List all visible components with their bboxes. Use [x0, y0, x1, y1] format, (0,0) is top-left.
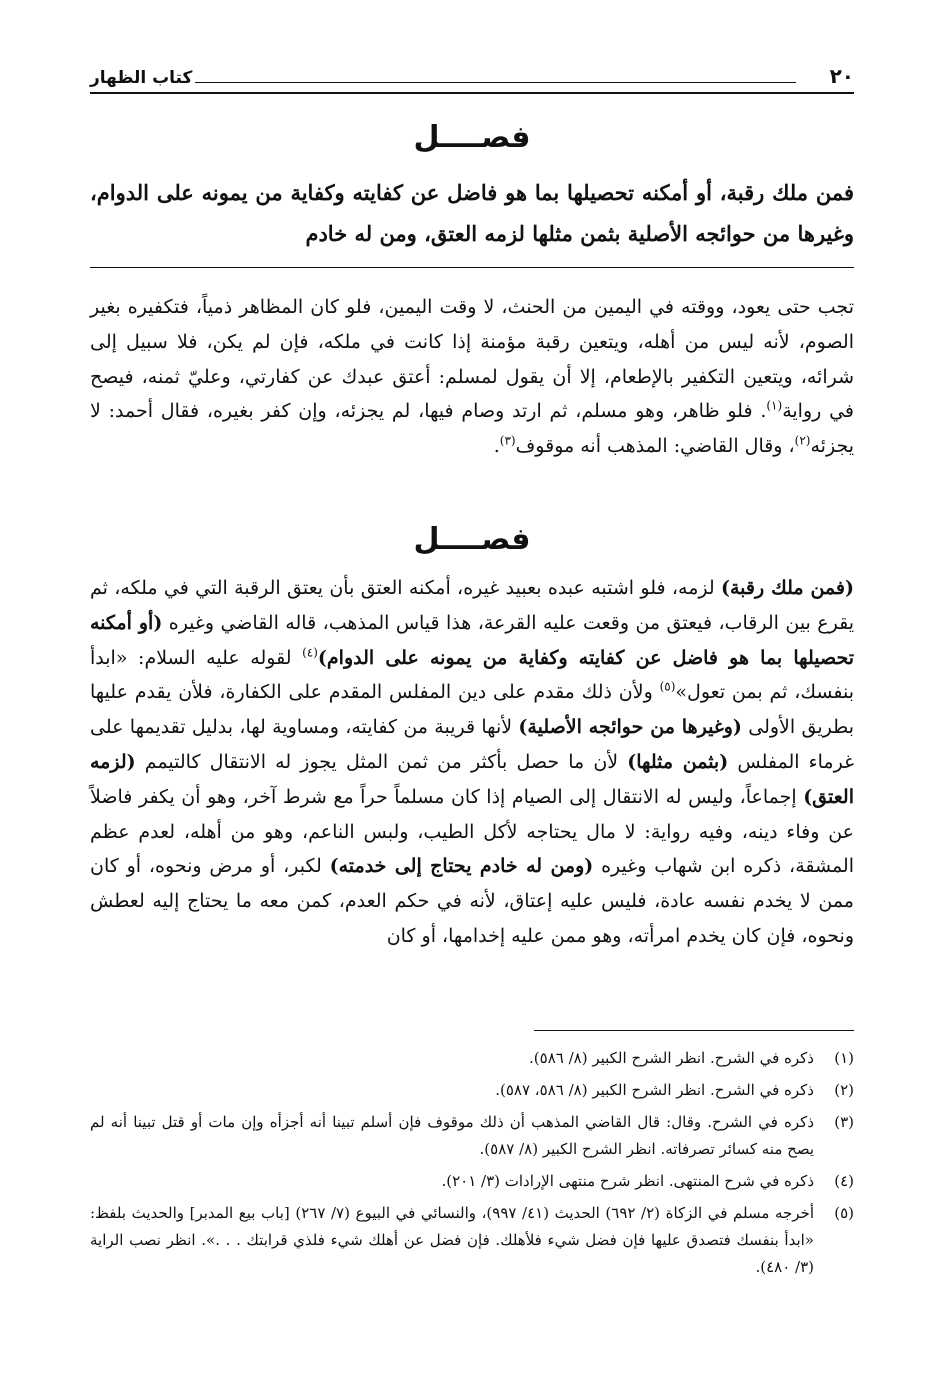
- header-rule: [195, 82, 796, 83]
- footnote-text: ذكره في الشرح. انظر الشرح الكبير (٨/ ٥٨٦، ٥٨٧).: [495, 1081, 814, 1099]
- running-header: [90, 58, 854, 94]
- footnote-ref[interactable]: (١): [766, 399, 783, 414]
- footnote: [90, 1077, 854, 1104]
- commentary-paragraph-1: تجب حتى يعود، ووقته في اليمين من الحنث، لا وقت اليمين، فلو كان المظاهر ذمياً، فتكفيره بغير الصوم، لأنه ليس من أهله، ويتعين رقبة مؤمنة إذا كانت في ملكه، فإن لم يكن، فلا سبيل إلى شرائه، ويتعين التكفير بالإطعام، إلا أن يقول لمسلم: أعتق عبدك عن كفارتي، وعليّ ثمنه، فيصح في رواية$^{(١)}$. فلو ظاهر، وهو مسلم، ثم ارتد وصام فيها، لم يجزئه، وإن كفر بغيره، فقال أحمد: لا يجزئه$^{(٢)}$، وقال القاضي: المذهب أنه موقوف$^{(٣)}$.: [90, 296, 854, 458]
- footnote-ref[interactable]: (٣): [499, 433, 516, 448]
- footnote-ref[interactable]: (٢): [794, 433, 811, 448]
- footnote-number: (٥): [834, 1204, 854, 1222]
- footnote-number: (٤): [834, 1172, 854, 1190]
- matn-paragraph: [90, 172, 854, 254]
- matn-text: فمن ملك رقبة، أو أمكنه تحصيلها بما هو فاضل عن كفايته وكفاية من يمونه على الدوام، وغيرها من حوائجه الأصلية بثمن مثلها لزمه العتق، ومن له خادم: [90, 180, 854, 246]
- section-heading: فصــــل: [413, 522, 531, 557]
- matn-divider: [90, 267, 854, 268]
- footnote-text: ذكره في الشرح. انظر الشرح الكبير (٨/ ٥٨٦).: [529, 1049, 814, 1067]
- footnote: [90, 1168, 854, 1195]
- footnote-text: ذكره في الشرح. وقال: قال القاضي المذهب أن ذلك موقوف فإن أسلم تبينا أنه أجزأه وإن مات أو قتل تبينا أنه لم يصح منه كسائر تصرفاته. انظر الشرح الكبير (٨/ ٥٨٧).: [90, 1113, 814, 1158]
- page-number: ٢٠: [829, 64, 854, 88]
- footnote-divider: [534, 1030, 854, 1031]
- footnote: [90, 1109, 854, 1163]
- footnote: [90, 1200, 854, 1281]
- footnote-text: أخرجه مسلم في الزكاة (٢/ ٦٩٢) الحديث (٤١/ ٩٩٧)، والنسائي في البيوع (٧/ ٢٦٧) [باب بيع المدبر] والحديث بلفظ: «ابدأ بنفسك فتصدق عليها فإن فضل شيء فلأهلك. فإن فضل عن أهلك شيء فلذي قرابتك . . .». انظر نصب الراية (٣/ ٤٨٠).: [90, 1204, 814, 1276]
- footnote-ref[interactable]: (٤): [302, 645, 318, 660]
- footnote-number: (٢): [834, 1081, 854, 1099]
- footnotes: [90, 1045, 854, 1286]
- commentary-paragraph-2: (فمن ملك رقبة) لزمه، فلو اشتبه عبده بعبيد غيره، أمكنه العتق بأن يعتق الرقبة التي في ملكه، ثم يقرع بين الرقاب، فيعتق من وقعت عليه القرعة، هذا قياس المذهب، قاله القاضي وغيره (أو أمكنه تحصيلها بما هو فاضل عن كفايته وكفاية من يمونه على الدوام)$^{(٤)}$ لقوله عليه السلام: «ابدأ بنفسك، ثم بمن تعول»$^{(٥)}$ ولأن ذلك مقدم على دين المفلس المقدم على الكفارة، فلأن يقدم عليها بطريق الأولى (وغيرها من حوائجه الأصلية) لأنها قريبة من كفايته، ومساوية لها، بدليل تقديمها على غرماء المفلس (بثمن مثلها) لأن ما حصل بأكثر من ثمن المثل يجوز له الانتقال كالتيمم (لزمه العتق) إجماعاً، وليس له الانتقال إلى الصيام إذا كان مسلماً حراً مع شرط آخر، وهو أن يكفر فاضلاً عن وفاء دينه، وفيه رواية: لا مال يحتاجه لأكل الطيب، ولبس الناعم، وهو من أهله، لعدم عظم المشقة، ذكره ابن شهاب وغيره (ومن له خادم يحتاج إلى خدمته) لكبر، أو مرض ونحوه، أو كان ممن لا يخدم نفسه عادة، فليس عليه إعتاق، لأنه في حكم العدم، كمن معه ما يحتاج إليه لعطش ونحوه، فإن كان يخدم امرأته، وهو ممن عليه إخدامها، أو كان: [90, 577, 854, 947]
- footnote-text: ذكره في شرح المنتهى. انظر شرح منتهى الإرادات (٣/ ٢٠١).: [441, 1172, 814, 1190]
- book-title: كتاب الظهار: [90, 68, 193, 88]
- footnote-number: (١): [834, 1049, 854, 1067]
- footnote: [90, 1045, 854, 1072]
- footnote-ref[interactable]: (٥): [659, 680, 676, 695]
- footnote-number: (٣): [834, 1113, 854, 1131]
- section-heading: فصــــل: [413, 120, 531, 155]
